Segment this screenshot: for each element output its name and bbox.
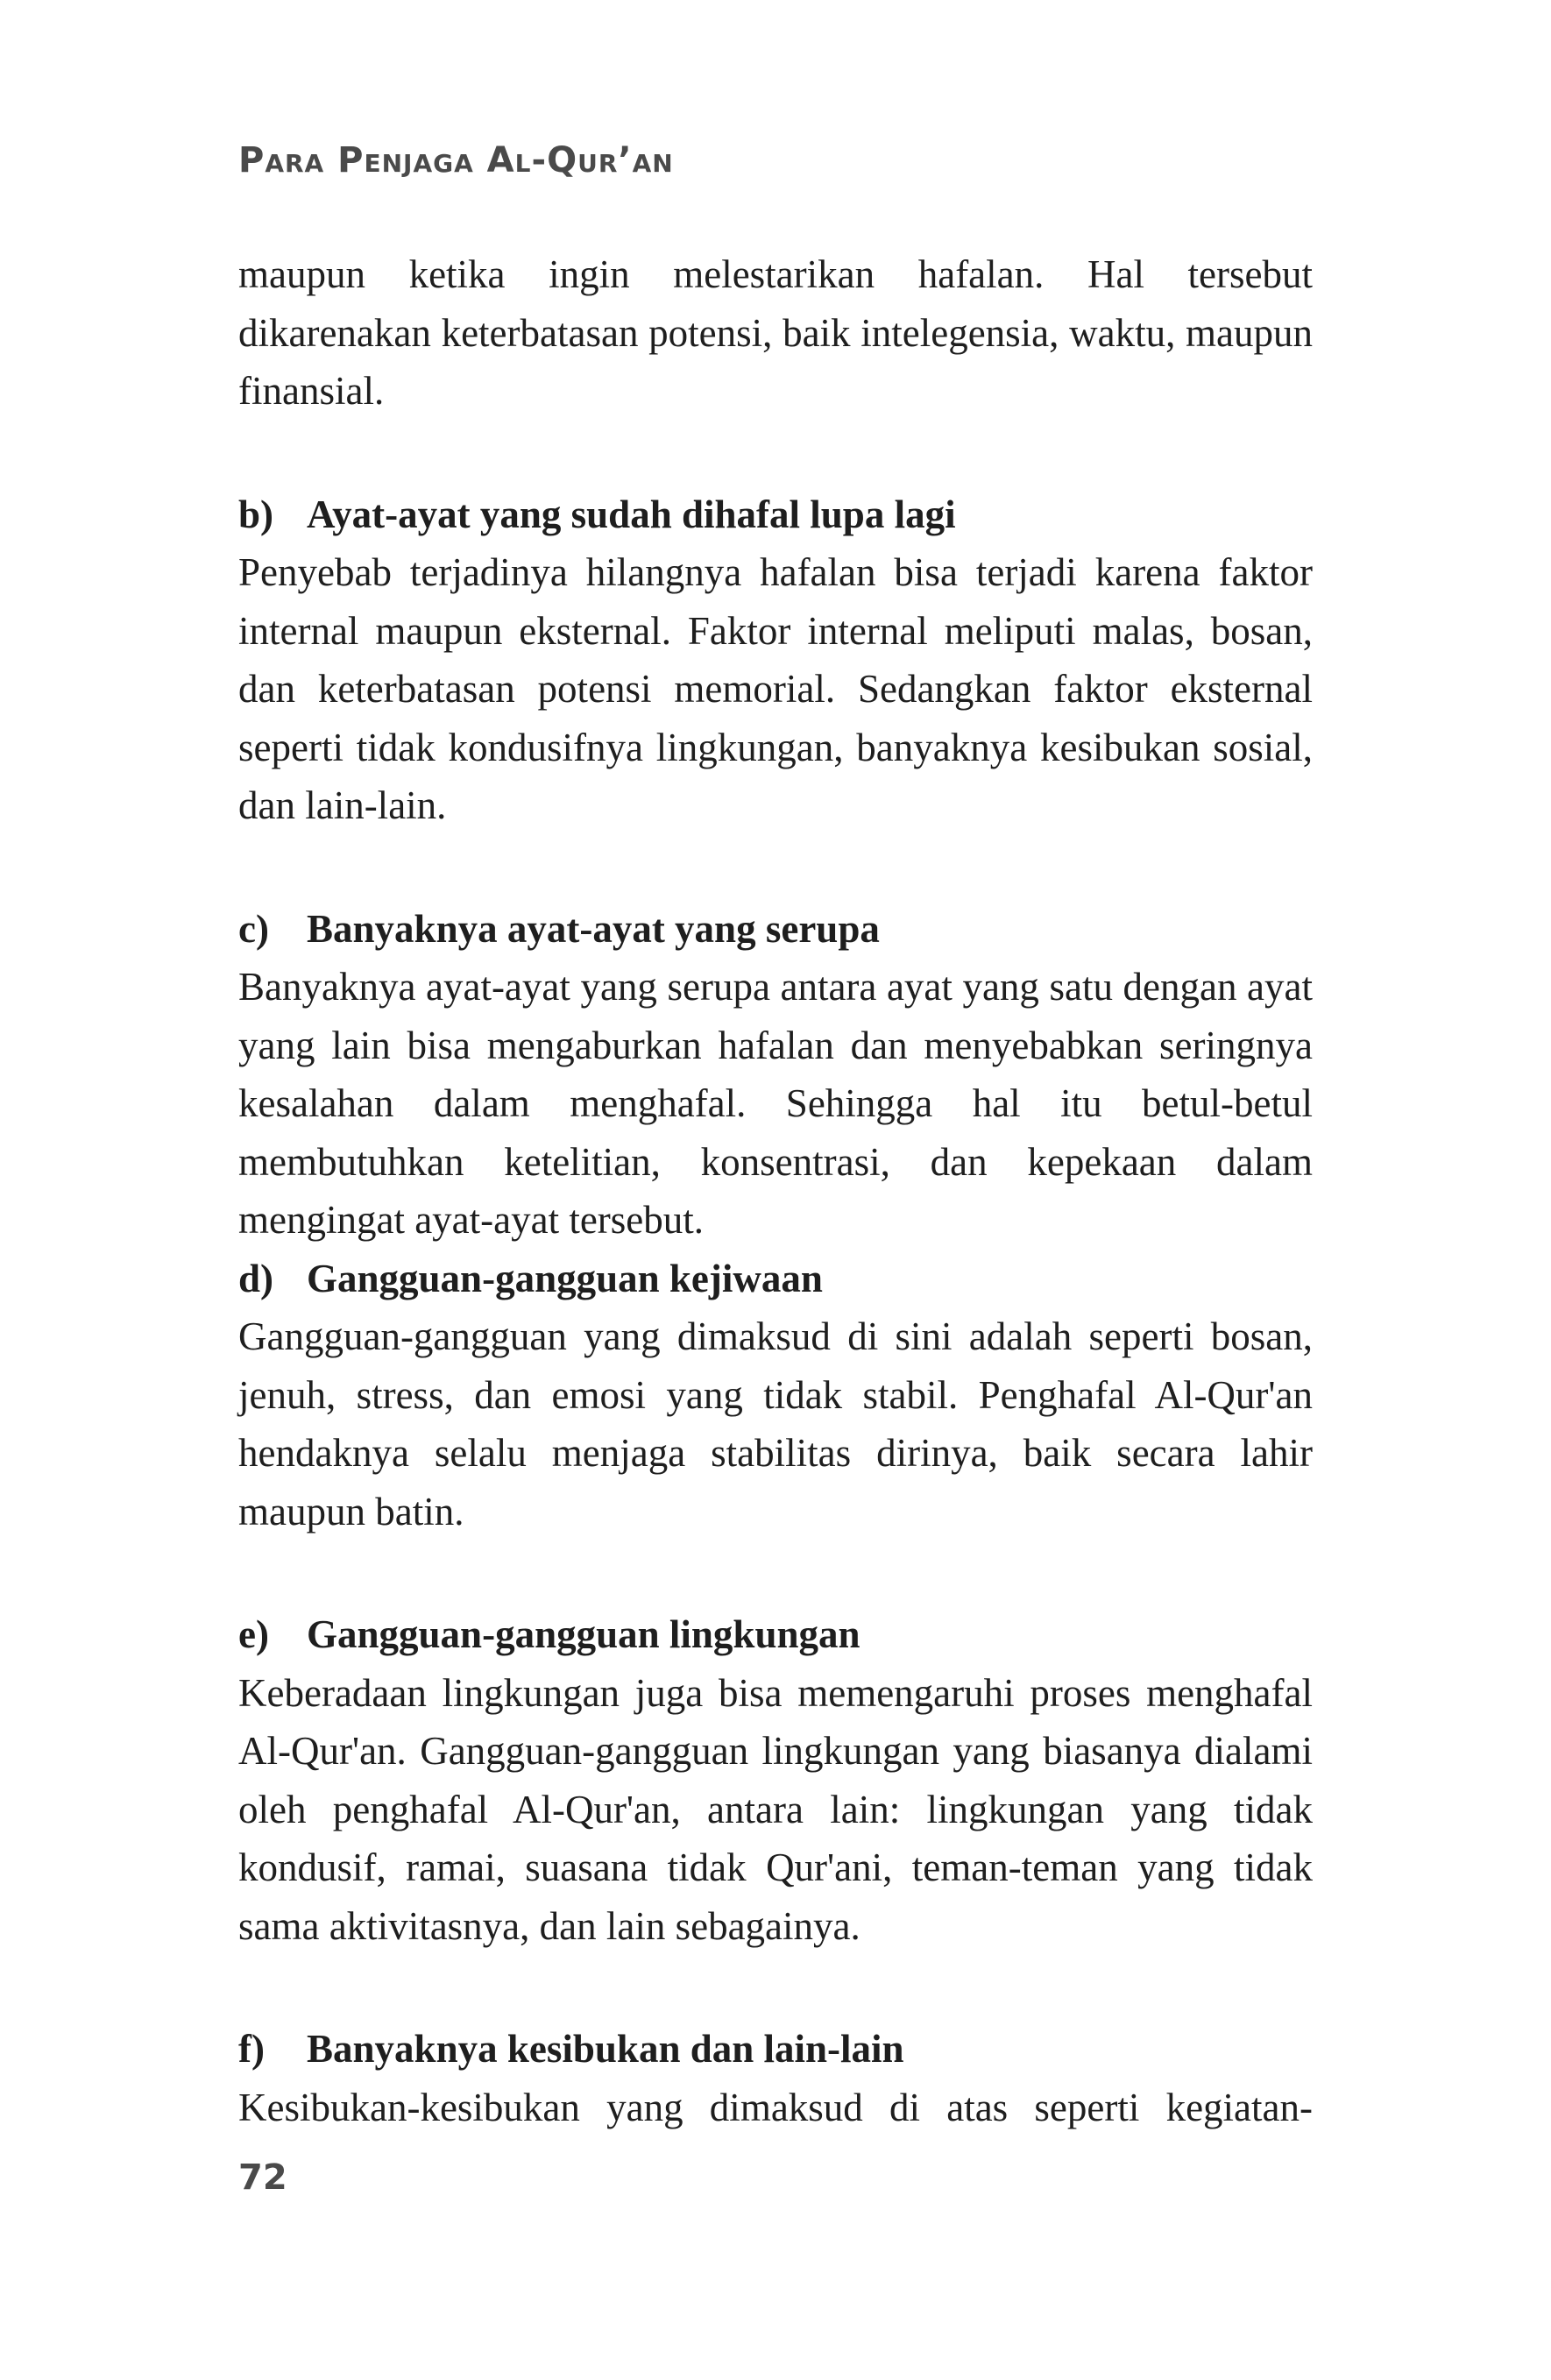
section-c (238, 900, 1313, 1250)
section-heading-text: Banyaknya ayat-ayat yang serupa (307, 906, 880, 951)
section-marker: b) (238, 492, 274, 536)
section-marker: f) (238, 2027, 265, 2071)
section-heading (238, 900, 1313, 959)
page-number: 72 (238, 2157, 287, 2198)
section-b (238, 485, 1313, 835)
intro-paragraph: maupun ketika ingin melestarikan hafalan. Hal tersebut dikarenakan keterbatasan potensi, baik intelegensia, waktu, maupun finansial. (238, 252, 1313, 413)
section-marker: c) (238, 906, 269, 951)
spacer (238, 1541, 1313, 1605)
spacer (238, 1955, 1313, 2020)
page-content (238, 245, 1313, 2136)
section-marker: e) (238, 1612, 269, 1656)
section-heading (238, 1605, 1313, 1664)
section-body: Gangguan-gangguan yang dimaksud di sini adalah seperti bosan, jenuh, stress, dan emosi yang tidak stabil. Penghafal Al-Qur'an hendaknya selalu menjaga stabilitas dirinya, baik secara lahir maupun batin. (238, 1314, 1313, 1534)
section-heading-text: Banyaknya kesibukan dan lain-lain (307, 2027, 904, 2071)
section-marker: d) (238, 1256, 274, 1300)
section-f (238, 2020, 1313, 2136)
section-heading-text: Gangguan-gangguan lingkungan (307, 1612, 860, 1656)
section-heading (238, 1250, 1313, 1308)
section-heading (238, 485, 1313, 544)
section-body: Penyebab terjadinya hilangnya hafalan bisa terjadi karena faktor internal maupun eksternal. Faktor internal meliputi malas, bosan, dan keterbatasan potensi memorial. Sedangkan faktor eksternal seperti tidak kondusifnya lingkungan, banyaknya kesibukan sosial, dan lain-lain. (238, 550, 1313, 827)
spacer (238, 421, 1313, 485)
running-header: Para Penjaga Al-Qur’an (238, 140, 674, 181)
section-body: Banyaknya ayat-ayat yang serupa antara ayat yang satu dengan ayat yang lain bisa mengaburkan hafalan dan menyebabkan seringnya kesalahan dalam menghafal. Sehingga hal itu betul-betul membutuhkan ketelitian, konsentrasi, dan kepekaan dalam mengingat ayat-ayat tersebut. (238, 965, 1313, 1242)
section-d (238, 1250, 1313, 1541)
section-body: Kesibukan-kesibukan yang dimaksud di atas seperti kegiatan- (238, 2085, 1313, 2129)
section-heading-text: Ayat-ayat yang sudah dihafal lupa lagi (307, 492, 956, 536)
section-e (238, 1605, 1313, 1955)
section-heading (238, 2020, 1313, 2079)
section-heading-text: Gangguan-gangguan kejiwaan (307, 1256, 823, 1300)
spacer (238, 835, 1313, 900)
section-body: Keberadaan lingkungan juga bisa memengaruhi proses menghafal Al-Qur'an. Gangguan-gangguan lingkungan yang biasanya dialami oleh penghafal Al-Qur'an, antara lain: lingkungan yang tidak kondusif, ramai, suasana tidak Qur'ani, teman-teman yang tidak sama aktivitasnya, dan lain sebagainya. (238, 1670, 1313, 1948)
